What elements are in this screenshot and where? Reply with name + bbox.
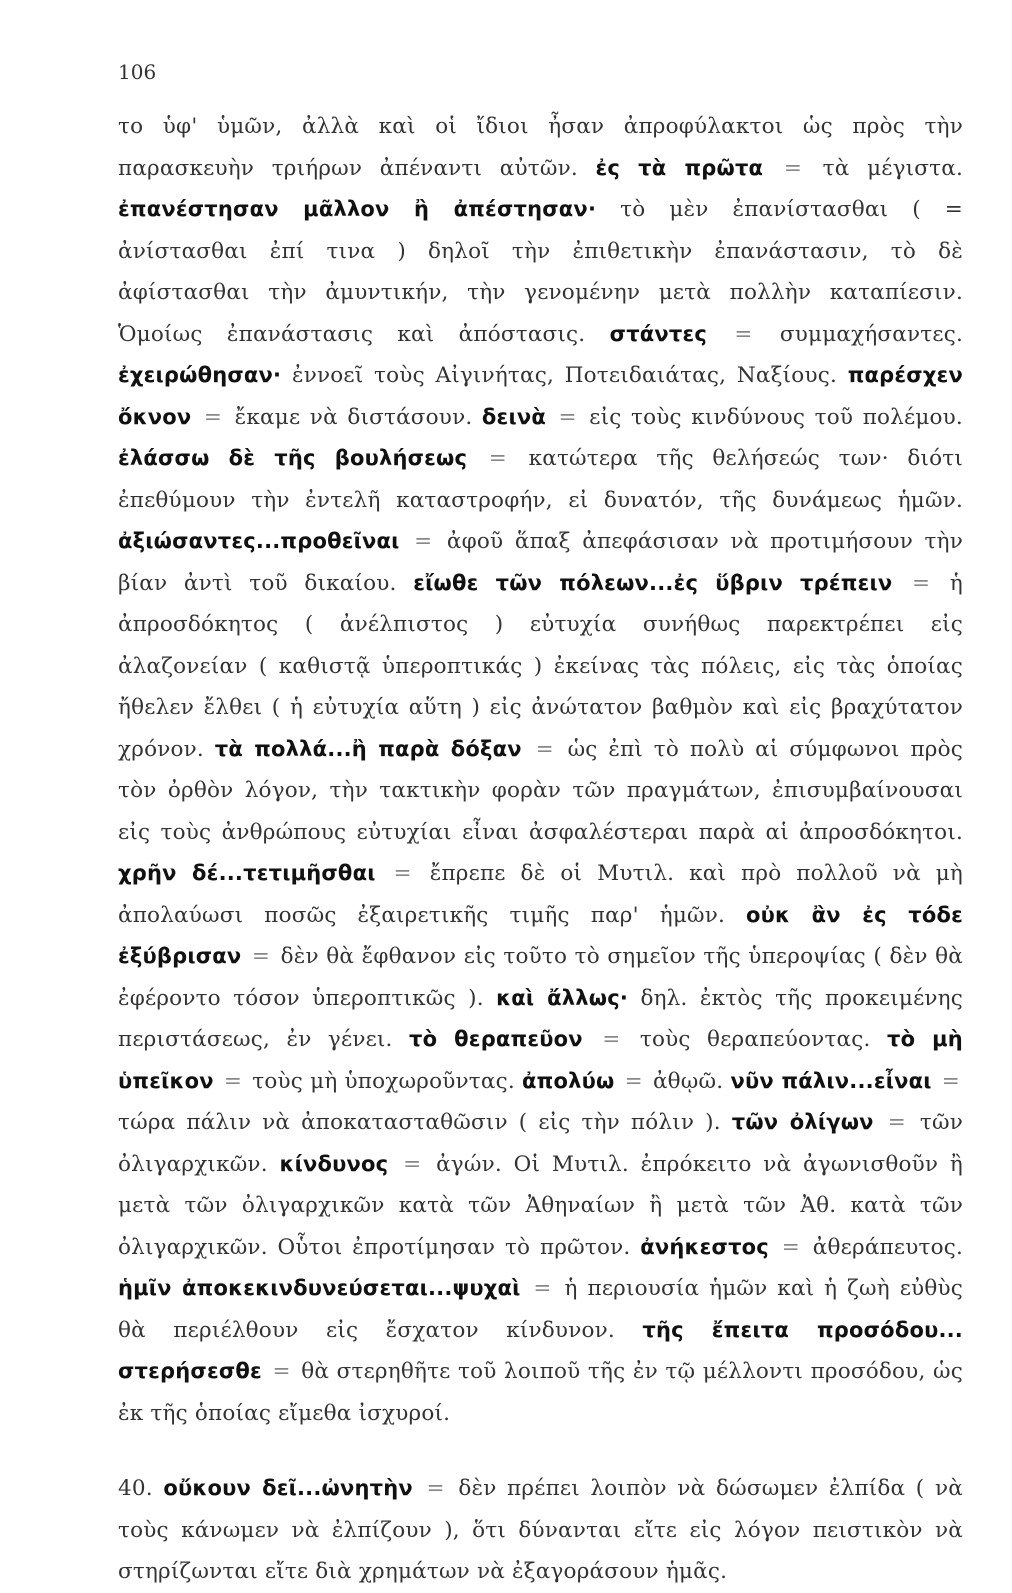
gloss-text: συμμαχήσαντες.: [779, 321, 963, 347]
page-number: 106: [118, 60, 157, 84]
equals-sign: =: [941, 1068, 960, 1094]
lemma-term: ἡμῖν ἀποκεκινδυνεύσεται...ψυχαὶ: [118, 1276, 521, 1300]
gloss-text: τὸ μὲν ἐπανίστασθαι ( = ἀνίστασθαι ἐπί τινα ) δηλοῖ τὴν ἐπιθετικὴν ἐπανάστασιν, τὸ δὲ ἀφίστασθαι τὴν ἀμυντικήν, τὴν γενομένην μετὰ πολλὴν καταπίεσιν. Ὁμοίως ἐπανάστασις καὶ ἀπόστασις.: [118, 197, 963, 347]
gloss-text: δὲν πρέπει λοιπὸν νὰ δώσωμεν ἐλπίδα ( νὰ τοὺς κάνωμεν νὰ ἐλπίζουν ), ὅτι δύνανται εἴτε εἰς λόγον πειστικὸν νὰ στηρίζωνται εἴτε διὰ χρημάτων νὰ ἐξαγοράσουν ἡμᾶς.: [118, 1476, 963, 1584]
gloss-text: θὰ στερηθῆτε τοῦ λοιποῦ τῆς ἐν τῷ μέλλοντι προσόδου, ὡς ἐκ τῆς ὁποίας εἴμεθα ἰσχυροί.: [118, 1359, 963, 1426]
equals-sign: =: [912, 570, 931, 596]
lemma-term: νῦν πάλιν...εἶναι: [730, 1068, 932, 1093]
equals-sign: =: [734, 321, 753, 347]
commentary-paragraph: [118, 106, 963, 1434]
equals-sign: =: [887, 1110, 906, 1135]
equals-sign: =: [403, 1151, 422, 1177]
lemma-term: τὸ μὴ ὑπεῖκον: [118, 1027, 963, 1093]
lemma-term: εἴωθε τῶν πόλεων...ἐς ὕβριν τρέπειν: [413, 570, 893, 595]
gloss-text: το ὑφ' ὑμῶν, ἀλλὰ καὶ οἱ ἴδιοι ἦσαν ἀπροφύλακτοι ὡς πρὸς τὴν παρασκευὴν τριήρων ἀπέναντι αὐτῶν.: [118, 114, 963, 181]
gloss-text: εἰς τοὺς κινδύνους τοῦ πολέμου.: [589, 404, 963, 430]
gloss-text: δηλ. ἐκτὸς τῆς προκειμένης περιστάσεως, ἐν γένει.: [118, 985, 964, 1052]
lemma-term: τὸ θεραπεῦον: [409, 1027, 583, 1051]
lemma-term: στάντες: [609, 321, 708, 346]
equals-sign: =: [251, 944, 271, 969]
gloss-text: ἀγών. Οἱ Μυτιλ. ἐπρόκειτο νὰ ἀγωνισθοῦν ἢ μετὰ τῶν ὀλιγαρχικῶν κατὰ τῶν Ἀθηναίων ἢ μετὰ τῶν Ἀθ. κατὰ τῶν ὀλιγαρχικῶν. Οὗτοι ἐπροτίμησαν τὸ πρῶτον.: [118, 1151, 963, 1260]
gloss-text: κατώτερα τῆς θελήσεώς των· διότι ἐπεθύμουν τὴν ἐντελῆ καταστροφήν, εἰ δυνατόν, τῆς δυνάμεως ἡμῶν.: [118, 446, 963, 513]
lemma-term: ἀξιώσαντες...προθεῖναι: [118, 529, 400, 553]
gloss-text: ἀφοῦ ἅπαξ ἀπεφάσισαν νὰ προτιμήσουν τὴν βίαν ἀντὶ τοῦ δικαίου.: [118, 529, 963, 596]
lemma-term: τῶν ὀλίγων: [731, 1110, 874, 1134]
equals-sign: =: [203, 404, 223, 430]
equals-sign: =: [558, 404, 577, 430]
lemma-term: ἐλάσσω δὲ τῆς βουλήσεως: [118, 446, 468, 470]
equals-sign: =: [533, 1276, 552, 1301]
gloss-text: τώρα πάλιν νὰ ἀποκατασταθῶσιν ( εἰς τὴν πόλιν ).: [118, 1110, 721, 1135]
lemma-term: δεινὰ: [481, 404, 546, 429]
lemma-term: καὶ ἄλλως·: [496, 985, 629, 1010]
equals-sign: =: [426, 1476, 445, 1501]
section-number: 40.: [118, 1476, 153, 1501]
lemma-term: ἀπολύω: [522, 1068, 615, 1093]
equals-sign: =: [488, 446, 507, 471]
lemma-term: παρέσχεν ὄκνον: [118, 363, 963, 429]
lemma-term: ἐς τὰ πρῶτα: [595, 155, 764, 180]
gloss-text: ἡ περιουσία ἡμῶν καὶ ἡ ζωὴ εὐθὺς θὰ περιέλθουν εἰς ἔσχατον κίνδυνον.: [118, 1276, 963, 1343]
lemma-term: χρῆν δέ...τετιμῆσθαι: [118, 861, 376, 885]
equals-sign: =: [223, 1068, 243, 1094]
equals-sign: =: [272, 1359, 291, 1384]
equals-sign: =: [414, 529, 433, 554]
lemma-term: ἐχειρώθησαν·: [118, 363, 282, 387]
gloss-text: δὲν θὰ ἔφθανον εἰς τοῦτο τὸ σημεῖον τῆς ὑπεροψίας ( δὲν θὰ ἐφέροντο τόσον ὑπεροπτικῶς ).: [118, 944, 963, 1011]
commentary-body: [118, 106, 963, 1593]
gloss-text: ἀθεράπευτος.: [812, 1234, 963, 1260]
lemma-term: οὔκουν δεῖ...ὠνητὴν: [163, 1476, 413, 1500]
gloss-text: τοὺς μὴ ὑποχωροῦντας.: [252, 1068, 515, 1094]
commentary-paragraph-section-40: [118, 1468, 963, 1593]
gloss-text: ἐννοεῖ τοὺς Αἰγινήτας, Ποτειδαιάτας, Ναξίους.: [291, 363, 837, 388]
lemma-term: οὐκ ἂν ἐς τόδε ἐξύβρισαν: [118, 902, 963, 968]
gloss-text: ὡς ἐπὶ τὸ πολὺ αἱ σύμφωνοι πρὸς τὸν ὀρθὸν λόγον, τὴν τακτικὴν φορὰν τῶν πραγμάτων, ἐπισυμβαίνουσαι εἰς τοὺς ἀνθρώπους εὐτυχίαι εἶναι ἀσφαλέστεραι παρὰ αἱ ἀπροσδόκητοι.: [118, 736, 964, 845]
gloss-text: τοὺς θεραπεύοντας.: [639, 1027, 871, 1052]
lemma-term: τὰ πολλά...ἢ παρὰ δόξαν: [214, 736, 522, 761]
gloss-text: ἔπρεπε δὲ οἱ Μυτιλ. καὶ πρὸ πολλοῦ νὰ μὴ ἀπολαύωσι ποσῶς ἐξαιρετικῆς τιμῆς παρ' ἡμῶν.: [118, 861, 963, 928]
gloss-text: τῶν ὀλιγαρχικῶν.: [118, 1110, 963, 1177]
equals-sign: =: [624, 1068, 643, 1094]
equals-sign: =: [781, 1234, 800, 1260]
equals-sign: =: [783, 155, 803, 181]
gloss-text: τὰ μέγιστα.: [822, 155, 963, 181]
equals-sign: =: [602, 1027, 621, 1052]
gloss-text: ἡ ἀπροσδόκητος ( ἀνέλπιστος ) εὐτυχία συνήθως παρεκτρέπει εἰς ἀλαζονείαν ( καθιστᾷ ὑπεροπτικάς ) ἐκείνας τὰς πόλεις, εἰς τὰς ὁποίας ἤθελεν ἔλθει ( ἡ εὐτυχία αὕτη ) εἰς ἀνώτατον βαθμὸν καὶ εἰς βραχύτατον χρόνον.: [118, 570, 963, 762]
lemma-term: ἐπανέστησαν μᾶλλον ἢ ἀπέστησαν·: [118, 197, 597, 221]
equals-sign: =: [393, 861, 412, 886]
lemma-term: τῆς ἔπειτα προσόδου... στερήσεσθε: [118, 1317, 963, 1383]
equals-sign: =: [535, 736, 554, 762]
lemma-term: κίνδυνος: [279, 1151, 389, 1176]
lemma-term: ἀνήκεστος: [640, 1234, 769, 1259]
gloss-text: ἀθῳῶ.: [652, 1068, 724, 1094]
gloss-text: ἔκαμε νὰ διστάσουν.: [234, 404, 473, 430]
